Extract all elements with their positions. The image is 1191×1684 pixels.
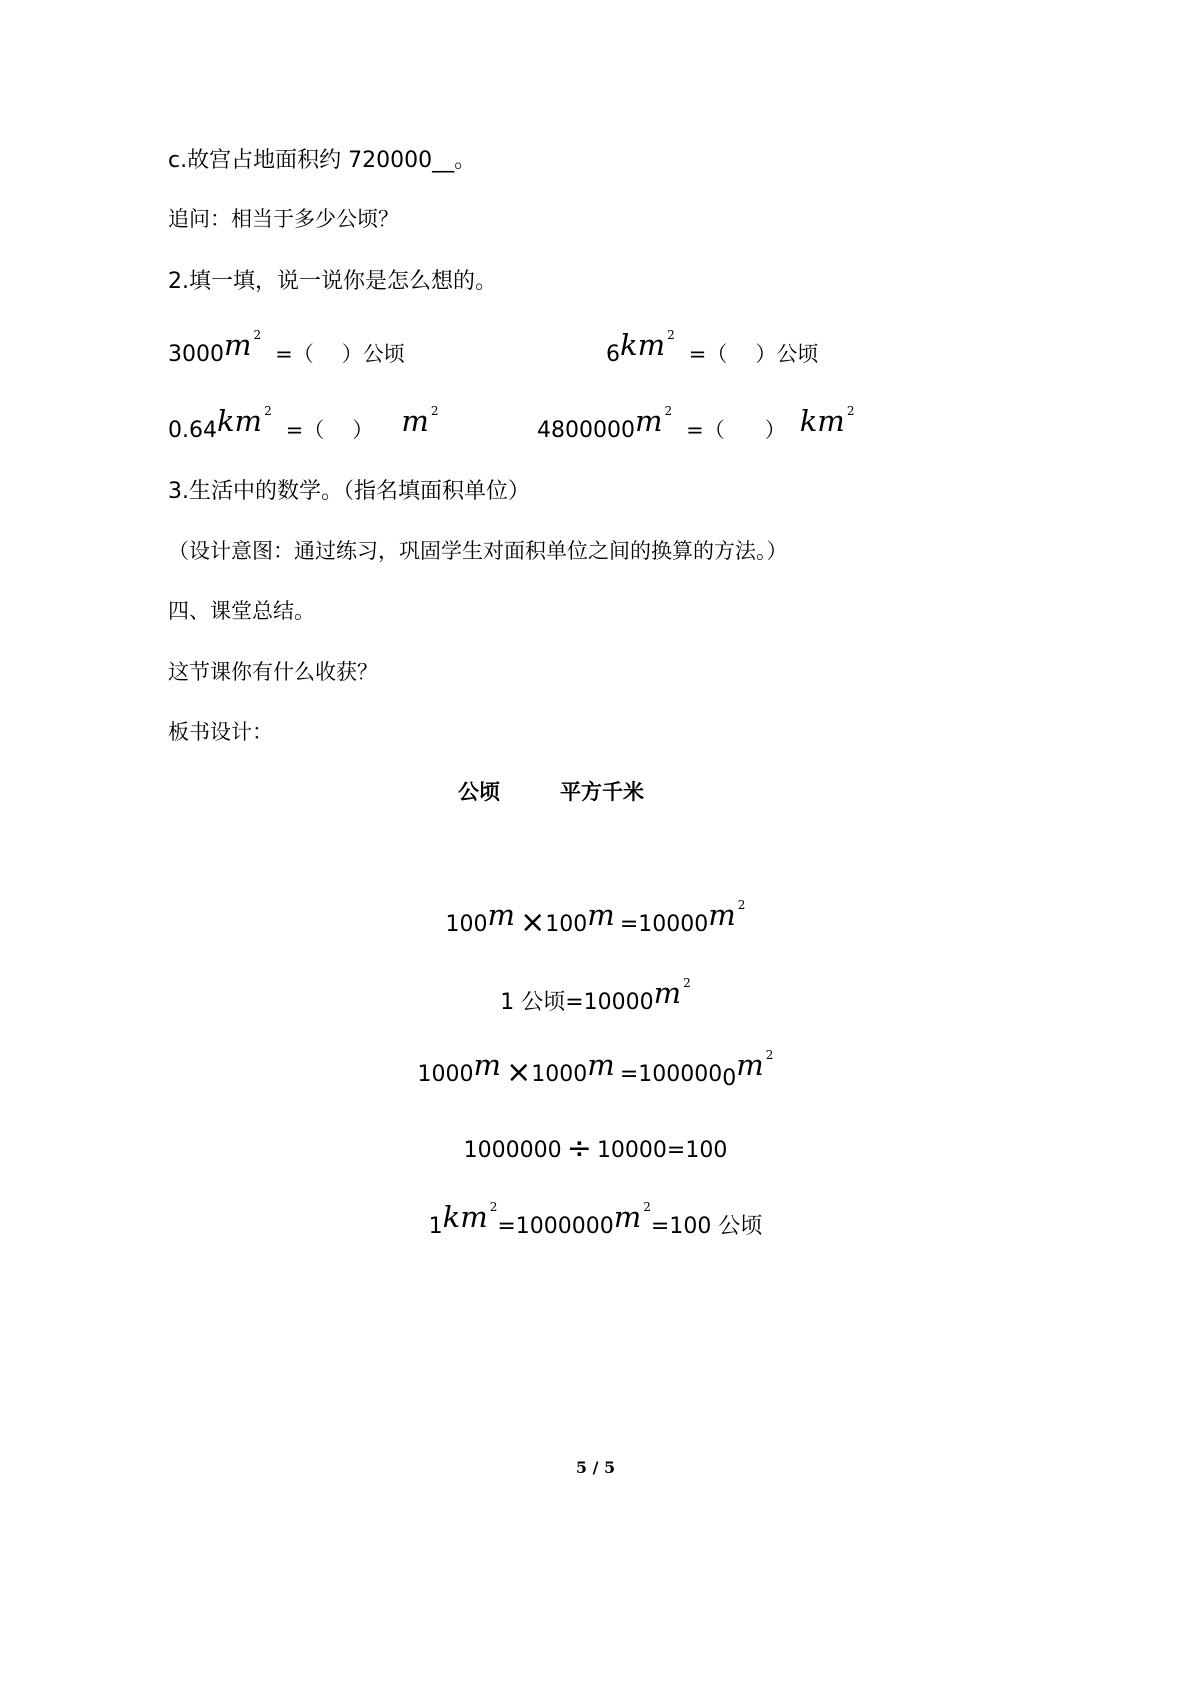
fill-c-sup2: 2 bbox=[430, 404, 439, 418]
followup-question: 追问：相当于多少公顷？ bbox=[168, 207, 399, 231]
eq5-b: =1000000 bbox=[497, 1214, 614, 1239]
fill-a-unit: m bbox=[224, 328, 252, 362]
fill-d-number: 4800000 bbox=[537, 418, 635, 443]
design-intent: （设计意图：通过练习，巩固学生对面积单位之间的换算的方法。） bbox=[168, 539, 788, 563]
board-equation-1 bbox=[0, 898, 1191, 940]
eq3-sup: 2 bbox=[765, 1048, 774, 1062]
eq3-operator: × bbox=[506, 1055, 532, 1090]
fill-b-eq: =（ bbox=[688, 342, 728, 366]
fill-c-eq: =（ bbox=[285, 418, 325, 442]
eq4-operator: ÷ bbox=[566, 1131, 592, 1166]
board-equation-4 bbox=[0, 1130, 1191, 1165]
harvest-question: 这节课你有什么收获？ bbox=[168, 660, 378, 684]
fill-a-number: 3000 bbox=[168, 342, 224, 367]
fill-d-unit: m bbox=[634, 404, 663, 438]
fill-c-close: ） bbox=[352, 418, 374, 442]
fill-c-number: 0.64 bbox=[168, 418, 217, 443]
fill-item-c bbox=[168, 404, 439, 444]
eq1-unit1: m bbox=[487, 898, 516, 932]
fill-b-unit: km bbox=[620, 328, 666, 362]
board-heading-sqkm: 平方千米 bbox=[560, 780, 644, 804]
eq1-result: =10000 bbox=[619, 912, 709, 937]
eq1-b: 100 bbox=[545, 912, 588, 937]
fill-c-unit2: m bbox=[401, 404, 429, 438]
eq2-unit: m bbox=[653, 976, 682, 1010]
fill-b-close: ）公顷 bbox=[755, 342, 819, 366]
eq3-unit3: m bbox=[736, 1048, 764, 1082]
fill-c-sup: 2 bbox=[264, 404, 272, 418]
eq5-c: =100 公顷 bbox=[650, 1214, 763, 1239]
page-number: 5 / 5 bbox=[575, 1458, 616, 1477]
board-equation-2 bbox=[0, 976, 1191, 1016]
eq3-result-last-digit: 0 bbox=[722, 1066, 737, 1091]
eq3-unit2: m bbox=[587, 1048, 615, 1082]
question-3-heading: 3.生活中的数学。（指名填面积单位） bbox=[168, 479, 530, 504]
question-2-heading: 2.填一填，说一说你是怎么想的。 bbox=[168, 269, 497, 294]
eq5-unit1: km bbox=[442, 1200, 488, 1234]
fill-item-a bbox=[168, 328, 405, 368]
eq4-a: 1000000 bbox=[463, 1138, 562, 1163]
fill-b-number: 6 bbox=[606, 342, 620, 367]
fill-b-sup: 2 bbox=[667, 328, 675, 342]
eq3-result: =100000 bbox=[619, 1062, 723, 1087]
fill-d-close: ） bbox=[764, 418, 786, 442]
eq1-unit3: m bbox=[708, 898, 736, 932]
eq1-unit2: m bbox=[587, 898, 615, 932]
fill-a-sup: 2 bbox=[253, 328, 262, 342]
eq3-unit1: m bbox=[473, 1048, 502, 1082]
fill-a-eq: =（ bbox=[275, 342, 314, 366]
board-equation-5 bbox=[0, 1200, 1191, 1240]
eq3-b: 1000 bbox=[531, 1062, 588, 1087]
board-design-label: 板书设计： bbox=[168, 720, 273, 744]
fill-d-sup2: 2 bbox=[846, 404, 855, 418]
eq4-b: 10000=100 bbox=[596, 1138, 728, 1163]
eq5-a: 1 bbox=[428, 1214, 443, 1239]
eq1-a: 100 bbox=[445, 912, 488, 937]
fill-a-close: ）公顷 bbox=[341, 342, 405, 366]
eq5-sup2: 2 bbox=[643, 1200, 651, 1214]
fill-d-eq: =（ bbox=[686, 418, 725, 442]
question-c: c.故宫占地面积约 720000__。 bbox=[168, 148, 477, 173]
eq1-sup: 2 bbox=[737, 898, 746, 912]
eq3-a: 1000 bbox=[417, 1062, 474, 1087]
section-4-title: 四、课堂总结。 bbox=[168, 599, 315, 623]
board-equation-3 bbox=[0, 1048, 1191, 1091]
fill-d-unit2: km bbox=[799, 404, 845, 438]
eq5-sup1: 2 bbox=[489, 1200, 498, 1214]
fill-d-sup: 2 bbox=[664, 404, 673, 418]
eq2-sup: 2 bbox=[683, 976, 691, 990]
eq2-text: 1 公顷=10000 bbox=[500, 990, 654, 1015]
fill-item-b bbox=[606, 328, 819, 368]
board-heading-hectare: 公顷 bbox=[458, 780, 500, 804]
fill-item-d bbox=[537, 404, 855, 444]
eq5-unit2: m bbox=[613, 1200, 642, 1234]
fill-c-unit: km bbox=[216, 404, 263, 438]
eq1-operator: × bbox=[520, 905, 546, 940]
